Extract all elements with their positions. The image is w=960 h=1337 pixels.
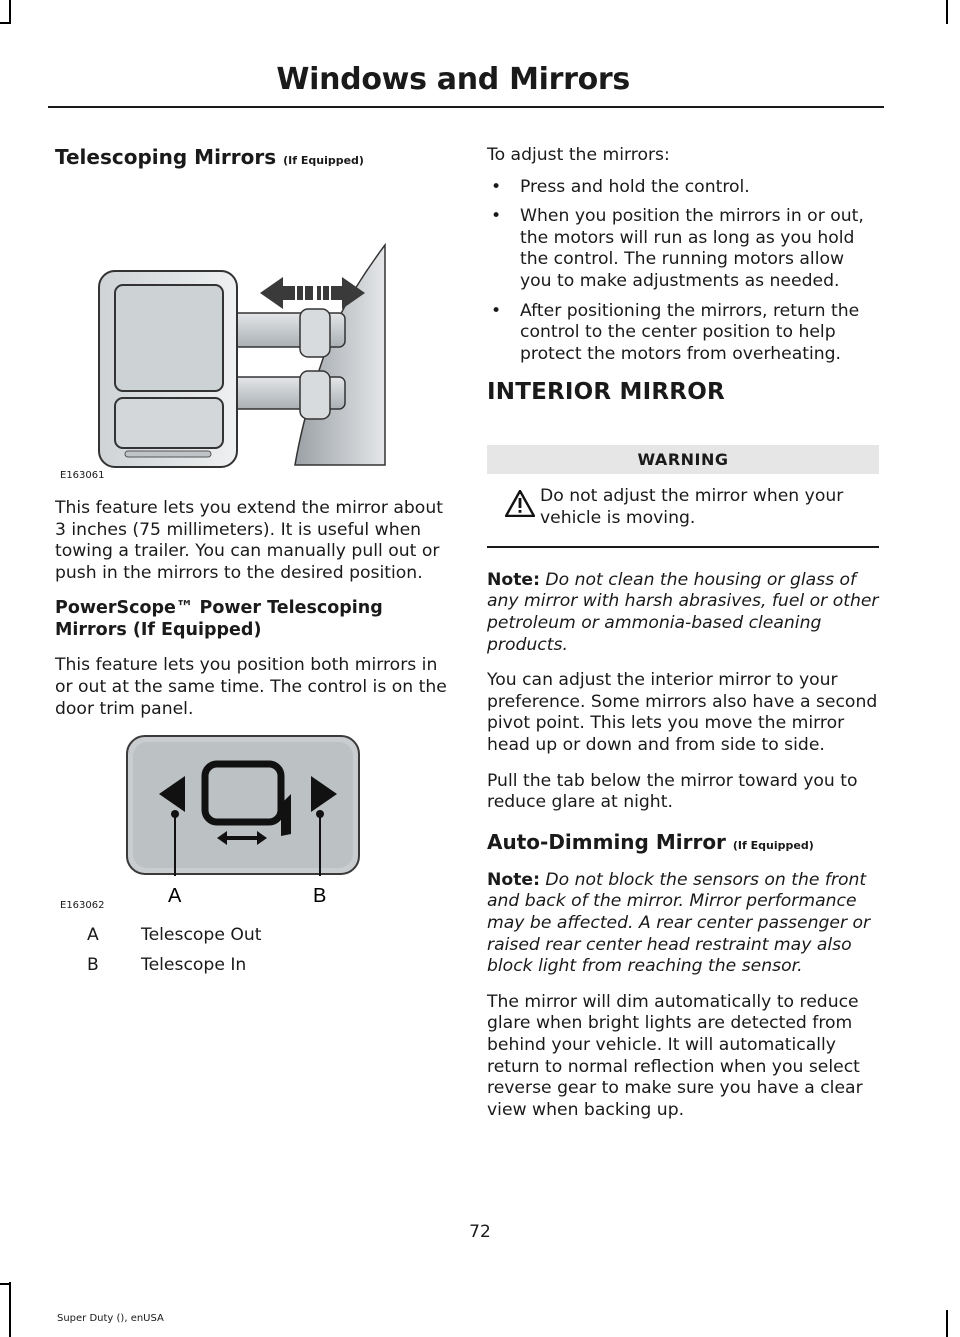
paragraph: You can adjust the interior mirror to your preference. Some mirrors also have a second pivot point. This lets you move the mirror head up or down and from side to side. — [487, 670, 878, 755]
crop-mark-bottom-left-v — [9, 1282, 11, 1337]
paragraph: The mirror will dim automatically to reduce glare when bright lights are detected from behind your vehicle. It will automatically return to normal reflection when you select reverse gear to make sure you have a clear view when backing up. — [487, 991, 863, 1120]
crop-mark-bottom-left-h — [0, 1283, 11, 1285]
paragraph: Pull the tab below the mirror toward you to reduce glare at night. — [487, 770, 858, 813]
paragraph: To adjust the mirrors: — [487, 145, 670, 165]
warning-rule — [487, 546, 879, 548]
legend-value: Telescope In — [141, 955, 247, 976]
legend-row — [87, 920, 262, 950]
warning-triangle-icon — [505, 490, 535, 517]
telescoping-mirror-figure — [55, 185, 449, 481]
footer-text: Super Duty (), enUSA — [57, 1313, 164, 1324]
bullet-icon: • — [491, 206, 502, 227]
crop-mark-top-left-v — [9, 0, 11, 24]
figure-code: E163061 — [60, 470, 105, 481]
crop-mark-top-left-h — [0, 22, 11, 24]
warning-text: Do not adjust the mirror when your vehicle is moving. — [540, 486, 844, 528]
note-text: Do not clean the housing or glass of any mirror with harsh abrasives, fuel or other petroleum or ammonia-based cleaning products. — [487, 569, 879, 655]
telescoping-mirror-illustration — [55, 185, 449, 475]
legend-row — [87, 950, 262, 980]
heading-interior-mirror: INTERIOR MIRROR — [487, 379, 725, 406]
paragraph: This feature lets you position both mirrors in or out at the same time. The control is on the door trim panel. — [55, 655, 447, 719]
header-rule — [48, 106, 884, 108]
if-equipped-tag: (If Equipped) — [283, 154, 364, 167]
bullet-icon: • — [491, 176, 502, 197]
list-item-text: Press and hold the control. — [520, 176, 750, 197]
note-label: Note: — [487, 569, 540, 590]
paragraph: This feature lets you extend the mirror about 3 inches (75 millimeters). It is useful when towing a trailer. You can manually pull out or push in the mirrors to the desired position. — [55, 498, 443, 583]
left-column — [55, 145, 449, 980]
if-equipped-tag: (If Equipped) — [732, 838, 814, 852]
legend-table — [87, 920, 262, 980]
subheading-text: Auto-Dimming Mirror — [487, 829, 726, 854]
subheading-powerscope: PowerScope™ Power Telescoping Mirrors (If Equipped) — [55, 598, 383, 640]
door-control-figure — [55, 734, 449, 914]
callout-label-a: A — [168, 885, 182, 908]
legend-key: B — [87, 955, 99, 976]
note-paragraph — [487, 870, 879, 978]
note-label: Note: — [487, 869, 540, 890]
figure-code: E163062 — [60, 900, 105, 912]
page-header-title: Windows and Mirrors — [276, 62, 630, 97]
callout-label-b: B — [313, 885, 327, 908]
subheading-auto-dimming — [487, 830, 879, 854]
legend-key: A — [87, 925, 99, 946]
list-item — [487, 177, 879, 199]
warning-box — [487, 486, 879, 534]
note-paragraph — [487, 570, 879, 656]
page-number: 72 — [469, 1222, 491, 1242]
bullet-list — [487, 177, 879, 366]
section-title-text: Telescoping Mirrors — [55, 145, 277, 169]
list-item-text: When you position the mirrors in or out, the motors will run as long as you hold the control. The running motors allow you to make adjustments as needed. — [520, 206, 864, 291]
crop-mark-bottom-right-v — [946, 1310, 948, 1337]
legend-value: Telescope Out — [141, 925, 262, 946]
warning-header: WARNING — [487, 445, 879, 474]
crop-mark-top-right-v — [946, 0, 948, 24]
list-item-text: After positioning the mirrors, return the control to the center position to help protect the motors from overheating. — [520, 300, 860, 364]
bullet-icon: • — [491, 300, 502, 321]
list-item — [487, 301, 879, 366]
right-column — [487, 145, 879, 1135]
note-text: Do not block the sensors on the front and back of the mirror. Mirror performance may be affected. A rear center passenger or raised rear center head restraint may also block light from reaching the sensor. — [487, 869, 871, 977]
section-title-telescoping — [55, 145, 449, 169]
list-item — [487, 206, 879, 292]
door-control-illustration — [55, 734, 449, 914]
